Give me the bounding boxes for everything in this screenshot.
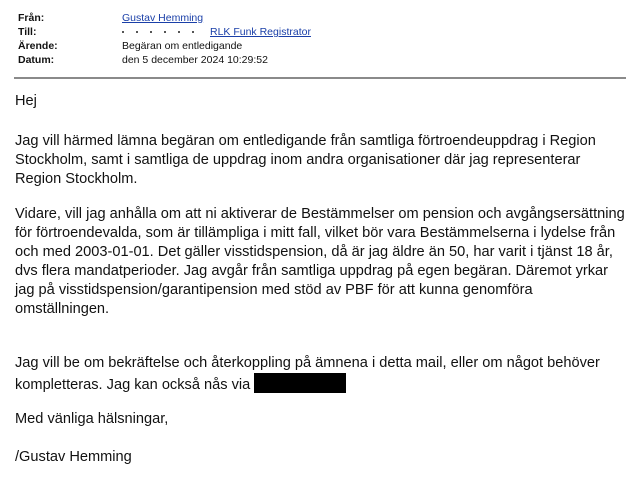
to-link[interactable]: RLK Funk Registrator [210, 26, 311, 38]
date-value: den 5 december 2024 10:29:52 [122, 54, 268, 66]
paragraph-resignation: Jag vill härmed lämna begäran om entledigande från samtliga förtroendeuppdrag i Region Stockholm, samt i samtliga de uppdrag inom andra organisationer där jag representerar Region Stockholm. [15, 133, 596, 187]
date-label: Datum: [18, 54, 55, 66]
from-row [18, 11, 618, 25]
signature: /Gustav Hemming [15, 449, 132, 465]
greeting: Hej [15, 93, 37, 109]
email-header [18, 11, 618, 67]
to-value-wrapper [122, 25, 311, 39]
redacted-contact-box [254, 373, 346, 393]
subject-row [18, 39, 618, 53]
redacted-recipient-marks [122, 31, 202, 33]
header-divider [14, 77, 626, 79]
paragraph-pension: Vidare, vill jag anhålla om att ni aktiverar de Bestämmelser om pension och avgångsersättning för förtroendevalda, som är tillämpliga i mitt fall, vilket bör vara Bestämmelserna i lydelse från och med 2003-01-01. Det gäller visstidspension, då är jag äldre än 50, har varit i tjänst 18 år, dvs flera mandatperioder. Jag avgår från samtliga uppdrag på egen begäran. Däremot yrkar jag på visstidspension/garantipension med stöd av PBF för att kunna genomföra omställningen. [15, 206, 625, 317]
from-label: Från: [18, 12, 45, 24]
paragraph-confirmation [15, 354, 627, 395]
subject-value: Begäran om entledigande [122, 40, 243, 52]
to-row [18, 25, 618, 39]
to-label: Till: [18, 26, 37, 38]
confirmation-text: Jag vill be om bekräftelse och återkoppling på ämnena i detta mail, eller om något behöver kompletteras. Jag kan också nås via [15, 355, 600, 393]
from-link[interactable]: Gustav Hemming [122, 12, 204, 24]
subject-label: Ärende: [18, 40, 58, 52]
date-row [18, 53, 618, 67]
closing: Med vänliga hälsningar, [15, 411, 169, 427]
